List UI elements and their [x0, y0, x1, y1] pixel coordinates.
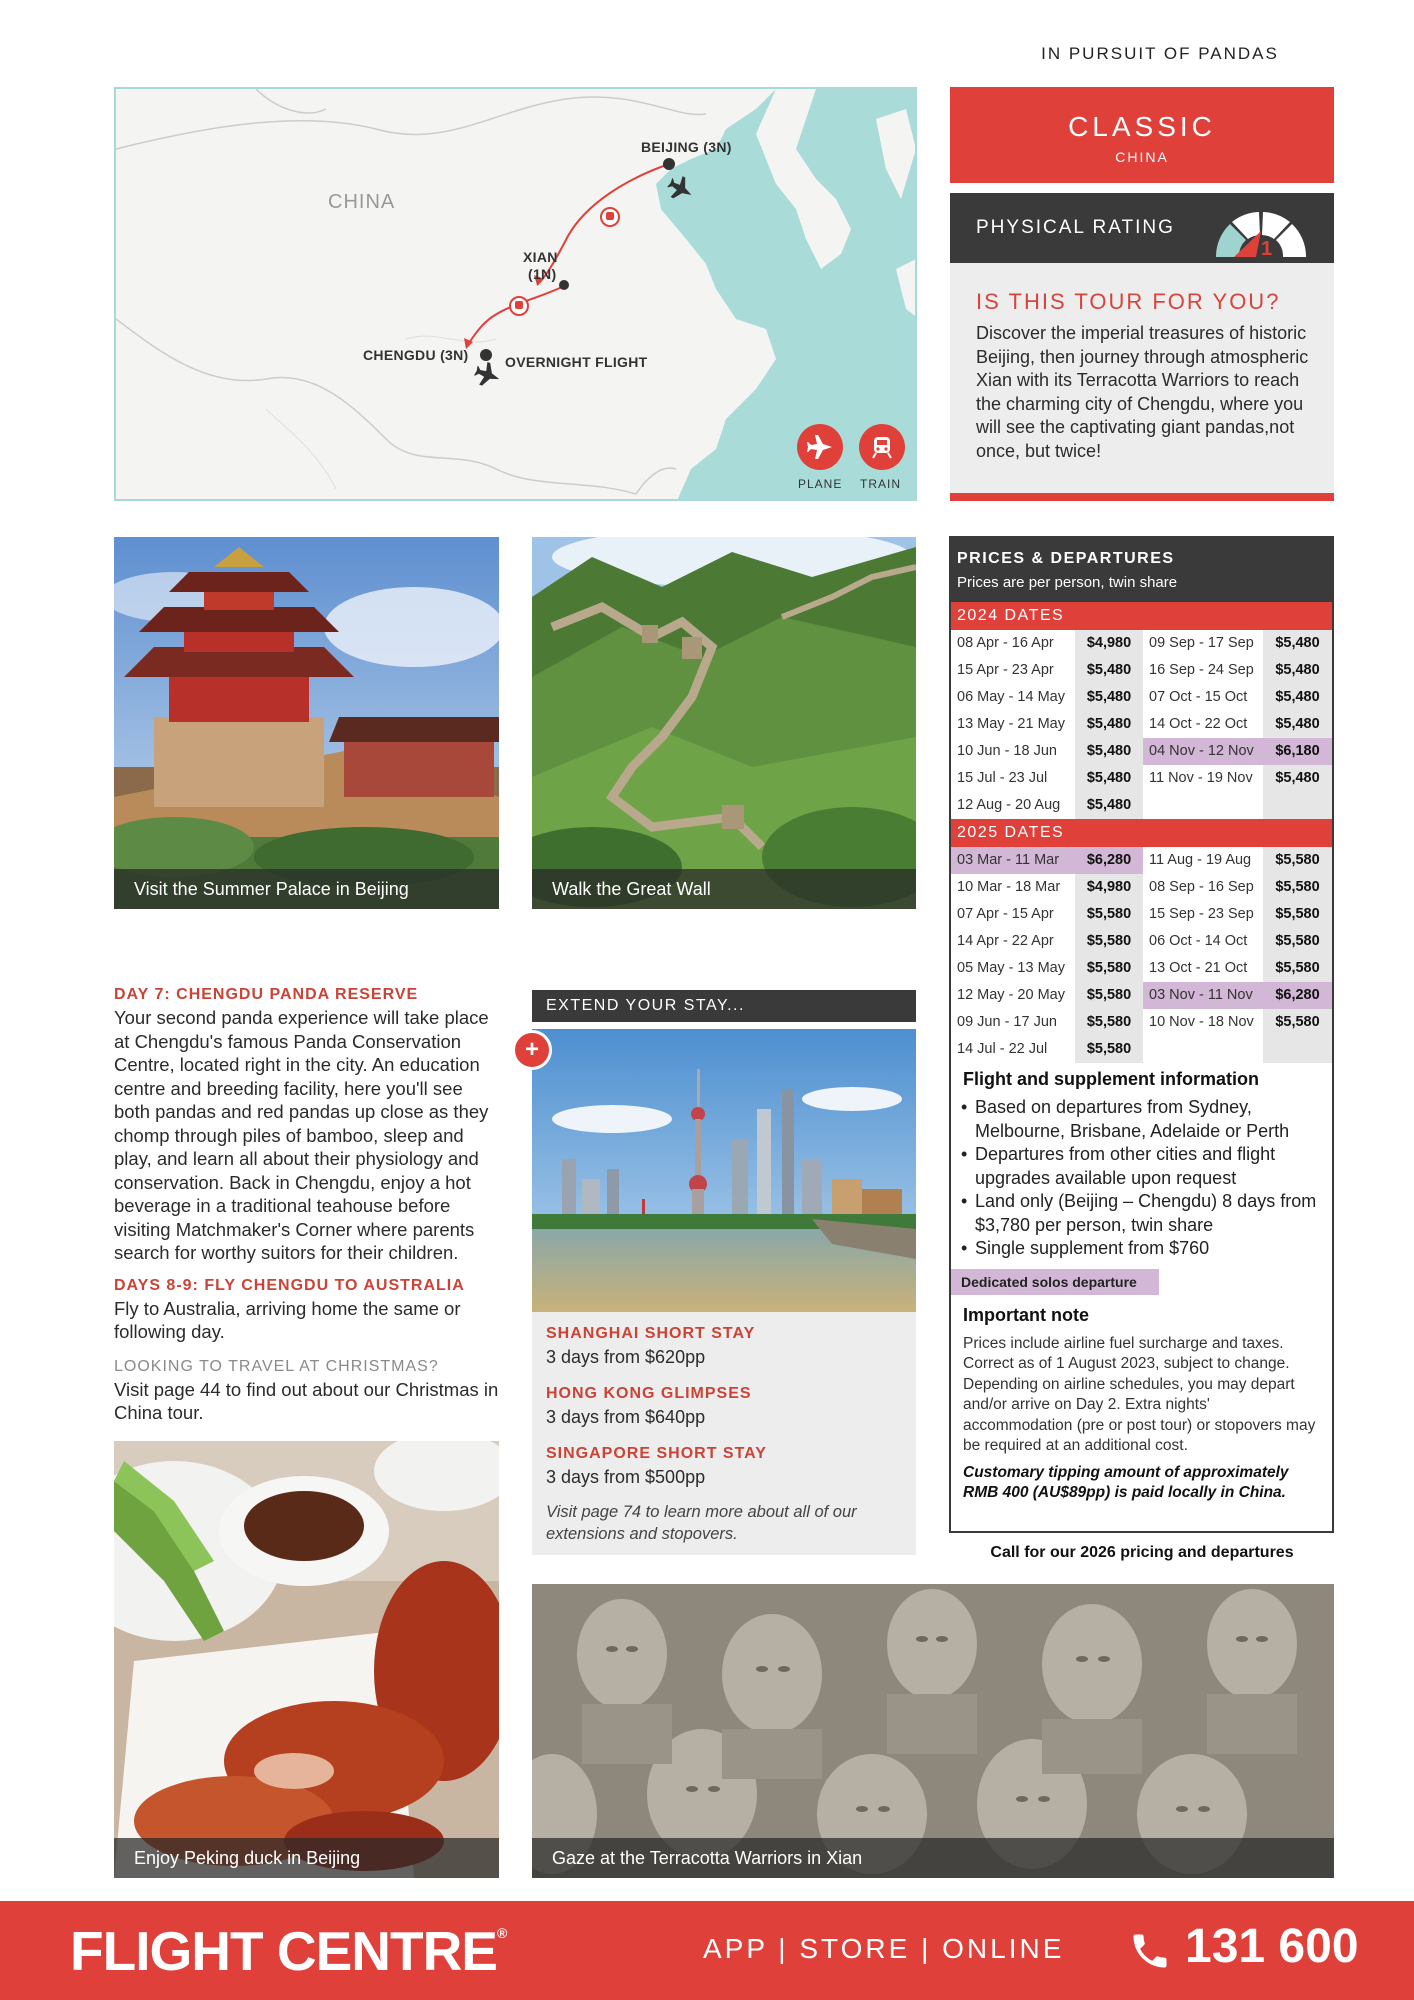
- peking-duck-caption: Enjoy Peking duck in Beijing: [114, 1838, 499, 1878]
- important-note-text: Prices include airline fuel surcharge and taxes. Correct as of 1 August 2023, subject to change. Depending on airline schedules, you may depart and/or arrive on Day 2. Extra nights' accommodation (pre or post tour) or stopovers may be required at an additional cost.: [963, 1334, 1316, 1454]
- solos-departure-badge: Dedicated solos departure: [951, 1269, 1159, 1295]
- tour-question: IS THIS TOUR FOR YOU?: [976, 289, 1281, 314]
- brand-name: FLIGHT CENTRE: [70, 1920, 497, 1982]
- departure-date: 14 Oct - 22 Oct: [1149, 716, 1248, 732]
- price-row: [951, 928, 1332, 955]
- tour-region: CHINA: [1115, 149, 1169, 165]
- footer-bar: [0, 1901, 1414, 2000]
- price: $5,480: [1075, 657, 1143, 684]
- day7-heading: DAY 7: CHENGDU PANDA RESERVE: [114, 986, 419, 1003]
- summer-palace-caption: Visit the Summer Palace in Beijing: [114, 869, 499, 909]
- price: $5,480: [1075, 711, 1143, 738]
- itinerary-text: [114, 986, 499, 1425]
- flight-info-heading: Flight and supplement information: [963, 1069, 1259, 1089]
- flight-info-list: [959, 1096, 1332, 1261]
- page-kicker: IN PURSUIT OF PANDAS: [1041, 44, 1279, 63]
- price-row: [951, 765, 1332, 792]
- price: $5,580: [1263, 928, 1332, 955]
- departure-date: 03 Nov - 11 Nov: [1143, 982, 1263, 1009]
- great-wall-photo: [532, 537, 916, 909]
- price: [1263, 792, 1332, 819]
- extension-name: SINGAPORE SHORT STAY: [546, 1445, 767, 1462]
- flight-info-item: • Land only (Beijing – Chengdu) 8 days from $3,780 per person, twin share: [975, 1190, 1332, 1237]
- physical-rating-bar: [950, 193, 1334, 263]
- summer-palace-photo: [114, 537, 499, 909]
- departure-date: 14 Jul - 22 Jul: [957, 1041, 1048, 1057]
- prices-subtitle: Prices are per person, twin share: [957, 574, 1178, 591]
- plane-legend-icon: [797, 424, 843, 470]
- price: $5,480: [1075, 738, 1143, 765]
- map-city-chengdu: CHENGDU (3N): [363, 347, 469, 363]
- departure-date: [1143, 792, 1263, 819]
- price: $5,580: [1075, 928, 1143, 955]
- price-row: [951, 684, 1332, 711]
- price: $5,580: [1263, 874, 1332, 901]
- price: $5,480: [1075, 684, 1143, 711]
- map-city-xian: XIAN: [523, 249, 558, 265]
- extend-stay-header: EXTEND YOUR STAY...: [532, 990, 916, 1022]
- departure-date: 11 Aug - 19 Aug: [1149, 852, 1252, 868]
- extension-detail: 3 days from $500pp: [546, 1467, 706, 1487]
- shanghai-photo: [532, 1029, 916, 1312]
- flight-info-item: • Single supplement from $760: [975, 1237, 1332, 1261]
- price: $5,580: [1263, 1009, 1332, 1036]
- price: $6,180: [1263, 738, 1332, 765]
- departure-date: 09 Sep - 17 Sep: [1149, 635, 1254, 651]
- price: $5,480: [1263, 657, 1332, 684]
- extension-note: Visit page 74 to learn more about all of our extensions and stopovers.: [546, 1503, 857, 1543]
- train-legend-label: TRAIN: [860, 477, 901, 491]
- route-map: [114, 87, 917, 501]
- christmas-heading: LOOKING TO TRAVEL AT CHRISTMAS?: [114, 1357, 439, 1375]
- train-legend-icon: [859, 424, 905, 470]
- price: $6,280: [1075, 847, 1143, 874]
- departure-date: 15 Apr - 23 Apr: [957, 662, 1054, 678]
- price: $5,480: [1075, 792, 1143, 819]
- departure-date: 15 Jul - 23 Jul: [957, 770, 1048, 786]
- rating-gauge-icon: [1206, 199, 1316, 259]
- departure-date: 08 Apr - 16 Apr: [957, 635, 1054, 651]
- prices-title: PRICES & DEPARTURES: [957, 550, 1175, 567]
- terracotta-caption: Gaze at the Terracotta Warriors in Xian: [532, 1838, 1334, 1878]
- departure-date: 12 Aug - 20 Aug: [957, 797, 1061, 813]
- price: $5,480: [1263, 630, 1332, 657]
- price: $5,580: [1263, 847, 1332, 874]
- plus-icon: +: [512, 1030, 552, 1070]
- day89-heading: DAYS 8-9: FLY CHENGDU TO AUSTRALIA: [114, 1276, 465, 1294]
- physical-rating-label: PHYSICAL RATING: [976, 217, 1175, 238]
- price: $5,480: [1263, 711, 1332, 738]
- great-wall-caption: Walk the Great Wall: [532, 869, 916, 909]
- day89-text: Fly to Australia, arriving home the same or following day.: [114, 1297, 461, 1342]
- departure-date: 15 Sep - 23 Sep: [1149, 906, 1254, 922]
- departure-date: 09 Jun - 17 Jun: [957, 1014, 1057, 1030]
- map-graphic: [116, 89, 917, 501]
- map-city-xian-nights: (1N): [528, 266, 557, 282]
- departure-date: 13 May - 21 May: [957, 716, 1065, 732]
- tipping-note: Customary tipping amount of approximately RMB 400 (AU$89pp) is paid locally in China.: [963, 1463, 1289, 1501]
- departure-date: 04 Nov - 12 Nov: [1143, 738, 1263, 765]
- map-city-beijing: BEIJING (3N): [641, 139, 732, 155]
- tour-intro-box: [950, 263, 1334, 501]
- departure-date: [1143, 1036, 1263, 1063]
- rating-value: 1: [1261, 238, 1273, 259]
- departure-date: 05 May - 13 May: [957, 960, 1065, 976]
- tour-style: CLASSIC: [1068, 111, 1216, 142]
- price: [1263, 1036, 1332, 1063]
- call-for-pricing: Call for our 2026 pricing and departures: [990, 1544, 1294, 1561]
- prices-departures-box: [949, 536, 1334, 1533]
- extension-name: HONG KONG GLIMPSES: [546, 1385, 752, 1402]
- departure-date: 03 Mar - 11 Mar: [951, 847, 1075, 874]
- departure-date: 10 Nov - 18 Nov: [1149, 1014, 1254, 1030]
- year-2024-header: 2024 DATES: [951, 602, 1332, 630]
- brand-registered-mark: ®: [496, 1925, 507, 1941]
- price: $4,980: [1075, 874, 1143, 901]
- departure-date: 14 Apr - 22 Apr: [957, 933, 1054, 949]
- price: $5,480: [1263, 684, 1332, 711]
- price: $5,480: [1075, 765, 1143, 792]
- tour-style-banner: [950, 87, 1334, 183]
- price-row: [951, 955, 1332, 982]
- plane-legend-label: PLANE: [798, 477, 843, 491]
- departure-date: 16 Sep - 24 Sep: [1149, 662, 1254, 678]
- departure-date: 11 Nov - 19 Nov: [1149, 770, 1253, 786]
- departure-date: 08 Sep - 16 Sep: [1149, 879, 1254, 895]
- dates-2024-table: [951, 630, 1332, 819]
- christmas-text: Visit page 44 to find out about our Christmas in China tour.: [114, 1378, 499, 1423]
- price: $5,580: [1075, 1036, 1143, 1063]
- map-country-label: CHINA: [328, 191, 396, 213]
- price-row: [951, 874, 1332, 901]
- departure-date: 13 Oct - 21 Oct: [1149, 960, 1248, 976]
- phone-number[interactable]: 131 600: [1185, 1920, 1359, 1973]
- price-row: [951, 901, 1332, 928]
- price-row: [951, 982, 1332, 1009]
- departure-date: 12 May - 20 May: [957, 987, 1065, 1003]
- day7-text: Your second panda experience will take place at Chengdu's famous Panda Conservation Centre, located right in the city. An education centre and breeding facility, here you'll see both pandas and red pandas up close as they chomp through piles of bamboo, sleep and play, and learn all about their physiology and conservation. Back in Chengdu, enjoy a hot beverage in a traditional teahouse before visiting Matchmaker's Corner where parents search for worthy suitors for their children.: [114, 1007, 489, 1263]
- flight-info-item: • Departures from other cities and flight upgrades available upon request: [975, 1143, 1332, 1190]
- booking-channels: APP | STORE | ONLINE: [703, 1933, 1065, 1964]
- price-row: [951, 792, 1332, 819]
- price: $5,580: [1075, 1009, 1143, 1036]
- price-row: [951, 657, 1332, 684]
- price: $5,580: [1075, 901, 1143, 928]
- important-note-heading: Important note: [963, 1304, 1089, 1325]
- map-overnight-flight: OVERNIGHT FLIGHT: [505, 354, 648, 370]
- tour-description: Discover the imperial treasures of historic Beijing, then journey through atmospheric Xian with its Terracotta Warriors to reach the charming city of Chengdu, where you will see the captivating giant pandas,not once, but twice!: [976, 323, 1309, 461]
- price-row: [951, 847, 1332, 874]
- terracotta-photo: [532, 1584, 1334, 1878]
- price-row: [951, 630, 1332, 657]
- price: $5,480: [1263, 765, 1332, 792]
- brand-logo[interactable]: [70, 1919, 506, 1983]
- departure-date: 07 Apr - 15 Apr: [957, 906, 1054, 922]
- phone-icon: [1128, 1929, 1172, 1973]
- price: $5,580: [1075, 982, 1143, 1009]
- flight-info-item: • Based on departures from Sydney, Melbourne, Brisbane, Adelaide or Perth: [975, 1096, 1332, 1143]
- extend-stay-list: [532, 1312, 916, 1555]
- extension-name: SHANGHAI SHORT STAY: [546, 1325, 756, 1342]
- price-row: [951, 738, 1332, 765]
- price-row: [951, 711, 1332, 738]
- departure-date: 06 May - 14 May: [957, 689, 1065, 705]
- price-row: [951, 1036, 1332, 1063]
- price: $4,980: [1075, 630, 1143, 657]
- price: $6,280: [1263, 982, 1332, 1009]
- dates-2025-table: [951, 847, 1332, 1063]
- price-row: [951, 1009, 1332, 1036]
- price: $5,580: [1263, 901, 1332, 928]
- departure-date: 10 Mar - 18 Mar: [957, 879, 1061, 895]
- prices-header: [951, 538, 1332, 602]
- departure-date: 06 Oct - 14 Oct: [1149, 933, 1248, 949]
- price: $5,580: [1263, 955, 1332, 982]
- extension-detail: 3 days from $640pp: [546, 1407, 706, 1427]
- price: $5,580: [1075, 955, 1143, 982]
- departure-date: 07 Oct - 15 Oct: [1149, 689, 1248, 705]
- year-2025-header: 2025 DATES: [951, 819, 1332, 847]
- departure-date: 10 Jun - 18 Jun: [957, 743, 1057, 759]
- peking-duck-photo: [114, 1441, 499, 1878]
- extension-detail: 3 days from $620pp: [546, 1347, 706, 1367]
